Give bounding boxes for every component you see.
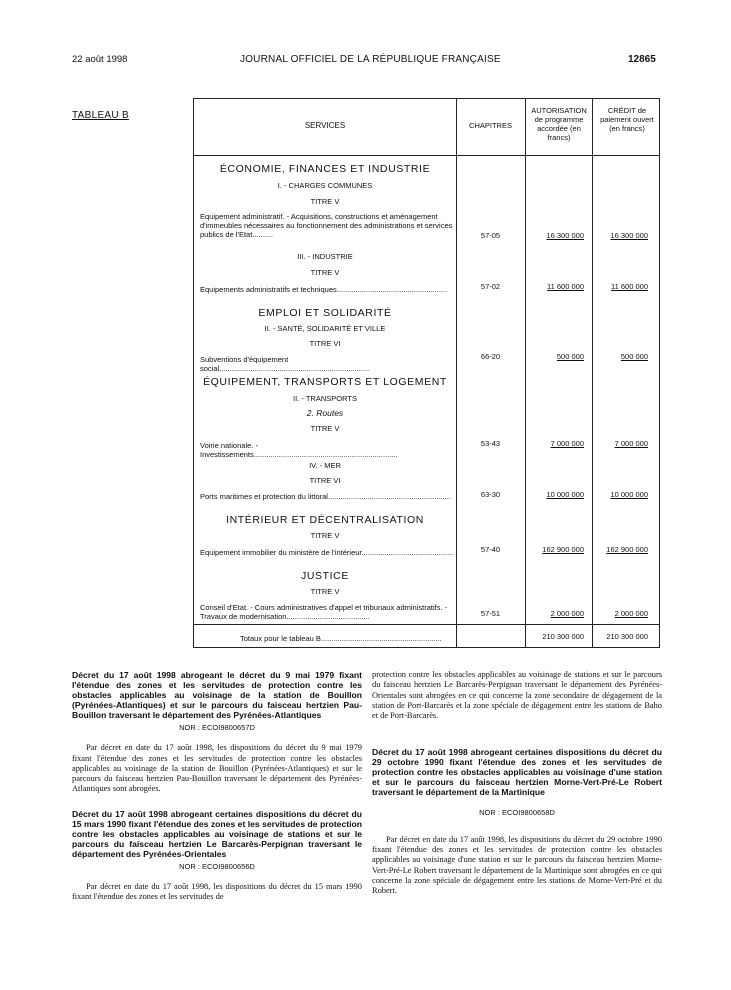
- titre-label: TITRE V: [310, 197, 340, 206]
- decree-body: Par décret en date du 17 août 1998, les dispositions du décret du 15 mars 1990 fixant l'étendue des zones et les servitudes de: [72, 882, 362, 902]
- row-credit: 2 000 000: [614, 609, 648, 618]
- subsection-title: II. - SANTÉ, SOLIDARITÉ ET VILLE: [264, 324, 386, 333]
- row-label: Conseil d'Etat. - Cours administratives d'appel et tribunaux administratifs. - Travaux de modernisation........................................: [200, 603, 448, 621]
- decree-nor: NOR : ECOI9800657D: [179, 723, 255, 732]
- subsection-title: IV. - MER: [309, 461, 341, 470]
- titre-label: TITRE V: [310, 268, 340, 277]
- section-title: ÉQUIPEMENT, TRANSPORTS ET LOGEMENT: [203, 376, 447, 388]
- decree-body-continued: protection contre les obstacles applicables au voisinage de stations et sur le parcours du faisceau hertzien Le Barcarès-Perpignan traversant le département des Pyrénées-Orientales sont abrogées en ce qui concerne la zone secondaire de dégagement de la station de Port-Barcarès et la zone spéciale de dégagement entre les stations de Baho et de Port-Barcarès.: [372, 670, 662, 721]
- total-label: Totaux pour le tableau B..........................................................: [240, 634, 442, 643]
- section-title: JUSTICE: [301, 570, 349, 582]
- decree-nor: NOR : ECOI9800658D: [479, 808, 555, 818]
- row-label: Equipement administratif. - Acquisitions, constructions et aménagement d'immeubles nécessaires au fonctionnement des administrations et services publics de l'Etat..........: [200, 212, 453, 239]
- credit-header: CRÉDIT de paiement ouvert (en francs): [600, 106, 654, 133]
- row-label: Voirie nationale. - Investissements.....................................................................: [200, 441, 398, 459]
- row-chapitre: 57-40: [480, 545, 501, 554]
- titre-label: TITRE V: [310, 531, 340, 540]
- subsection-title: 2. Routes: [306, 408, 344, 418]
- titre-label: TITRE V: [310, 587, 340, 596]
- decree-body: Par décret en date du 17 août 1998, les dispositions du décret du 9 mai 1979 fixant l'étendue des zones et les servitudes de protection contre les obstacles applicables au voisinage de la station de Bouillon (Pyrénées-Atlantiques) et sur le parcours du faisceau hertzien Pau-Bouillon traversant le département des Pyrénées-Atlantiques sont abrogées.: [72, 743, 362, 794]
- total-autorisation: 210 300 000: [542, 632, 584, 641]
- header-page-number: 12865: [628, 54, 656, 65]
- row-autorisation: 162 900 000: [542, 545, 584, 554]
- titre-label: TITRE VI: [309, 476, 341, 485]
- row-label: Equipements administratifs et techniques.....................................................: [200, 285, 448, 294]
- row-autorisation: 16 300 000: [546, 231, 584, 240]
- section-title: INTÉRIEUR ET DÉCENTRALISATION: [226, 514, 424, 526]
- row-credit: 11 600 000: [611, 282, 648, 291]
- subsection-title: III. - INDUSTRIE: [297, 252, 353, 261]
- autorisation-header: AUTORISATION de programme accordée (en francs): [531, 106, 587, 142]
- section-title: EMPLOI ET SOLIDARITÉ: [258, 307, 392, 319]
- row-label: Equipement immobilier du ministère de l'intérieur............................................: [200, 548, 454, 557]
- header-divider: [194, 155, 659, 156]
- column-divider: [525, 99, 526, 647]
- row-chapitre: 57-51: [480, 609, 501, 618]
- header-title: JOURNAL OFFICIEL DE LA RÉPUBLIQUE FRANÇAISE: [240, 54, 501, 65]
- row-credit: 16 300 000: [610, 231, 648, 240]
- total-credit: 210 300 000: [606, 632, 648, 641]
- titre-label: TITRE VI: [309, 339, 341, 348]
- row-credit: 500 000: [620, 352, 648, 361]
- row-chapitre: 57-02: [480, 282, 501, 291]
- decree-body: Par décret en date du 17 août 1998, les dispositions du décret du 29 octobre 1990 fixant l'étendue des zones et les servitudes de protection contre les obstacles applicables au voisinage d'une station et sur le parcours du faisceau hertzien Morne-Vert-Pré-Le Robert traversant le département de la Martinique sont abrogées en ce qui concerne la zone spéciale de dégagement entre les stations de Morne-Vert-Pré et du Robert.: [372, 834, 662, 896]
- row-credit: 162 900 000: [606, 545, 648, 554]
- row-autorisation: 2 000 000: [550, 609, 584, 618]
- row-chapitre: 63-30: [480, 490, 501, 499]
- row-credit: 7 000 000: [614, 439, 648, 448]
- section-title: ÉCONOMIE, FINANCES ET INDUSTRIE: [219, 163, 431, 175]
- row-autorisation: 10 000 000: [546, 490, 584, 499]
- row-label: Subventions d'équipement social........................................................................: [200, 355, 370, 373]
- decree-title: Décret du 17 août 1998 abrogeant le décret du 9 mai 1979 fixant l'étendue des zones et les servitudes de protection contre les obstacles applicables au voisinage de la station de Bouillon (Pyrénées-Atlantiques) et sur le parcours du faisceau hertzien Pau-Bouillon traversant le département des Pyrénées-Atlantiques: [72, 670, 362, 720]
- row-chapitre: 53-43: [480, 439, 501, 448]
- tableau-label: TABLEAU B: [72, 110, 129, 121]
- decree-title: Décret du 17 août 1998 abrogeant certaines dispositions du décret du 29 octobre 1990 fixant l'étendue des zones et les servitudes de protection contre les obstacles applicables au voisinage d'une station et sur le parcours du faisceau hertzien Morne-Vert-Pré-Le Robert traversant le département de la Martinique: [372, 747, 662, 798]
- row-chapitre: 66-20: [480, 352, 501, 361]
- row-label: Ports maritimes et protection du littoral...........................................................: [200, 492, 451, 501]
- header-date: 22 août 1998: [72, 54, 128, 65]
- row-chapitre: 57-05: [480, 231, 501, 240]
- subsection-title: II. - TRANSPORTS: [293, 394, 357, 403]
- decree-title: Décret du 17 août 1998 abrogeant certaines dispositions du décret du 15 mars 1990 fixant l'étendue des zones et les servitudes de protection contre les obstacles applicables au voisinage de stations et sur le parcours du faisceau hertzien Le Barcarès-Perpignan traversant le département des Pyrénées-Orientales: [72, 808, 362, 859]
- row-autorisation: 500 000: [556, 352, 584, 361]
- right-column: [372, 670, 662, 897]
- decree-nor: NOR : ECOI9800656D: [179, 861, 255, 871]
- row-autorisation: 11 600 000: [547, 282, 584, 291]
- left-column: [72, 670, 362, 903]
- chapitres-header: CHAPITRES: [469, 121, 512, 130]
- budget-table: [193, 98, 660, 648]
- row-credit: 10 000 000: [610, 490, 648, 499]
- column-divider: [592, 99, 593, 647]
- row-autorisation: 7 000 000: [550, 439, 584, 448]
- titre-label: TITRE V: [310, 424, 340, 433]
- total-divider: [194, 624, 659, 625]
- column-divider: [456, 99, 457, 647]
- services-header: SERVICES: [304, 121, 346, 130]
- subsection-title: I. - CHARGES COMMUNES: [277, 181, 373, 190]
